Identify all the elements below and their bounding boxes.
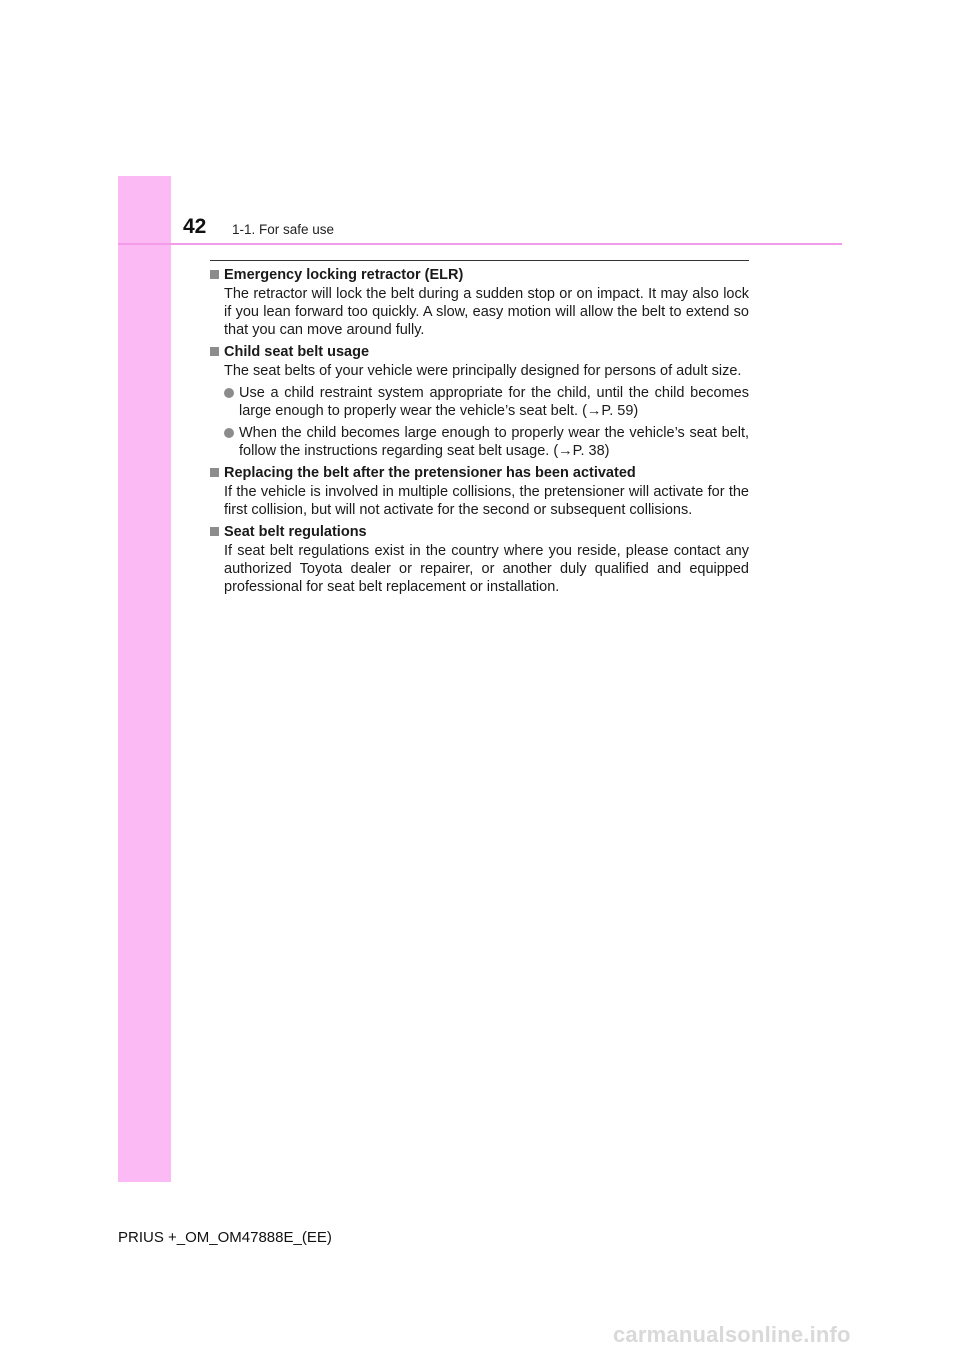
section-body: The seat belts of your vehicle were principally designed for persons of adult size. — [224, 363, 742, 379]
section-body: If the vehicle is involved in multiple collisions, the pretensioner will activate for the first collision, but will not activate for the second or subsequent collisions. — [224, 484, 749, 518]
section-body: If seat belt regulations exist in the country where you reside, please contact any authorized Toyota dealer or repairer, or another duly qualified and equipped professional for seat belt replacement or installation. — [224, 543, 749, 595]
section-title: 1-1. For safe use — [232, 222, 335, 237]
circle-bullet-icon — [224, 428, 234, 438]
section-regulations — [210, 523, 749, 596]
bullet-text: Use a child restraint system appropriate for the child, until the child becomes large enough to properly wear the vehicle’s seat belt. (→P. 59) — [239, 385, 749, 419]
square-bullet-icon — [210, 527, 219, 536]
content-top-rule — [210, 260, 749, 261]
section-heading — [210, 343, 749, 361]
heading-text: Emergency locking retractor (ELR) — [224, 267, 464, 283]
bullet-item — [210, 424, 749, 460]
circle-bullet-icon — [224, 388, 234, 398]
section-replacing-belt — [210, 464, 749, 519]
square-bullet-icon — [210, 270, 219, 279]
section-heading — [210, 464, 749, 482]
page-content — [210, 266, 749, 600]
section-elr — [210, 266, 749, 339]
bullet-text: When the child becomes large enough to properly wear the vehicle’s seat belt, follow the instructions regarding seat belt usage. (→P. 38) — [239, 425, 749, 459]
heading-text: Child seat belt usage — [224, 344, 370, 360]
heading-text: Seat belt regulations — [224, 524, 367, 540]
document-code: PRIUS +_OM_OM47888E_(EE) — [118, 1229, 332, 1246]
square-bullet-icon — [210, 468, 219, 477]
side-color-band — [118, 176, 171, 1182]
section-heading — [210, 266, 749, 284]
section-child-seat-belt — [210, 343, 749, 460]
page-number: 42 — [183, 215, 207, 238]
bullet-item — [210, 384, 749, 420]
header-rule — [118, 243, 842, 245]
section-heading — [210, 523, 749, 541]
section-body: The retractor will lock the belt during a sudden stop or on impact. It may also lock if you lean forward too quickly. A slow, easy motion will allow the belt to extend so that you can move around fully. — [224, 286, 749, 338]
square-bullet-icon — [210, 347, 219, 356]
heading-text: Replacing the belt after the pretensioner has been activated — [224, 465, 636, 481]
watermark: carmanualsonline.info — [613, 1322, 851, 1347]
